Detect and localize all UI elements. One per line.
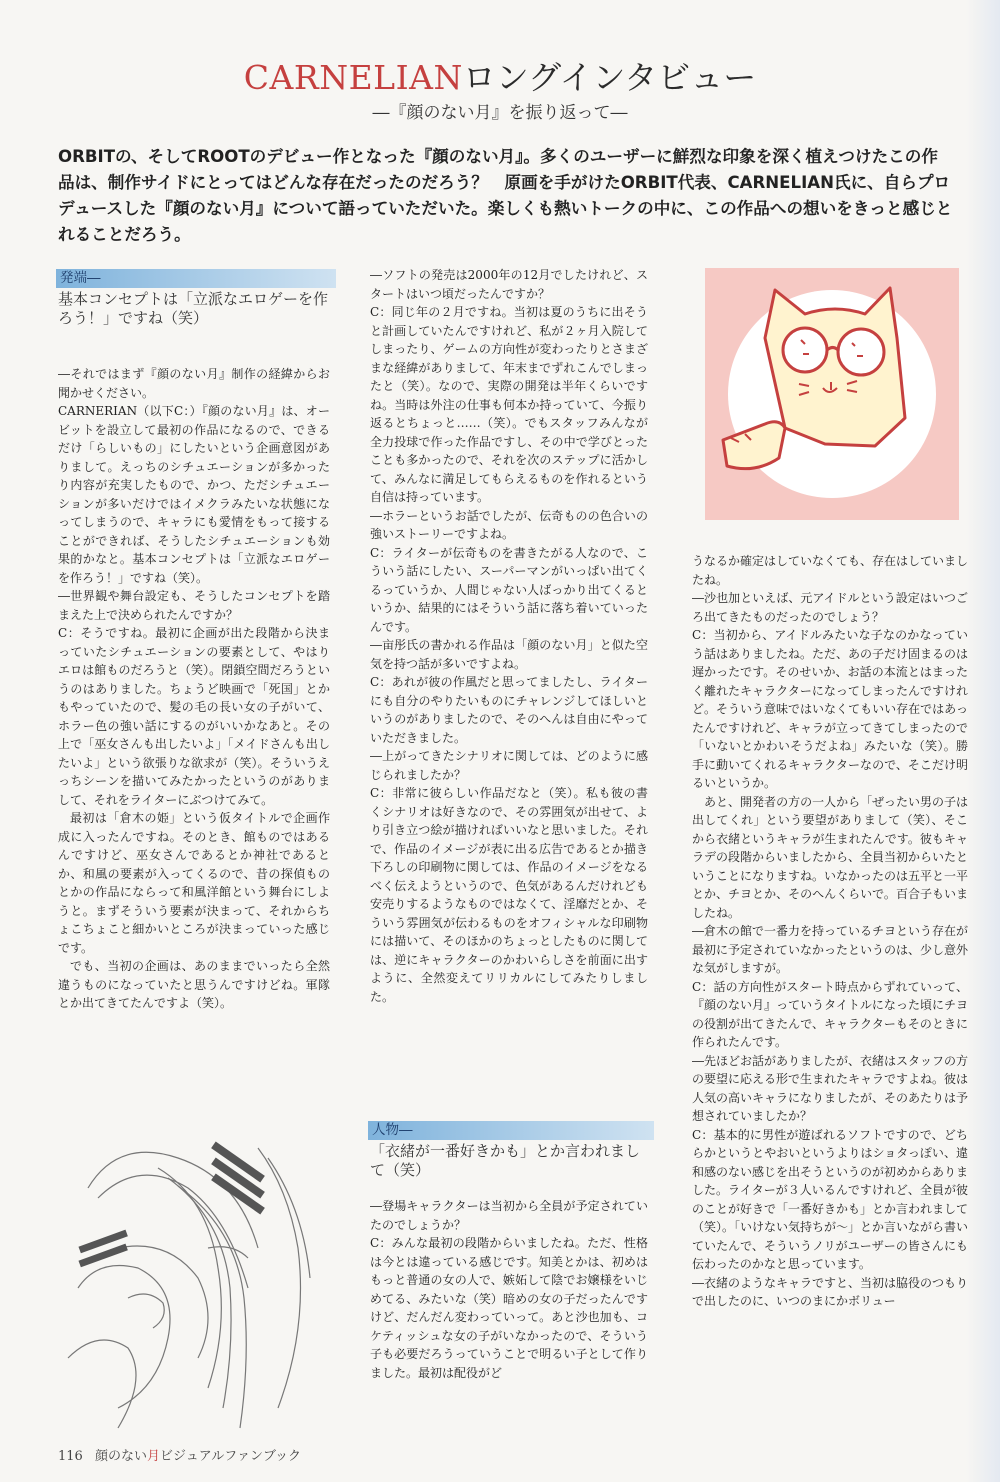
sketch-figure-icon (58, 1128, 336, 1443)
answer: C：同じ年の２月ですね。当初は夏のうちに出そうと計画していたんですけれど、私が２ヶ月入院してしまったり、ゲームの方向性が変わったりとさまざまな経緯がありまして、年末までずれこんでしまったと（笑）。なので、実際の開発は半年くらいですね。当時は外注の仕事も何本か持っていて、今振り返るとちょっと……（笑）。でもスタッフみんなが全力投球で作った作品ですし、その中で学びとったことも多かったので、それを次のステップに活かして、みんなに満足してもらえるものを作れるという自信は持っています。 (370, 305, 648, 504)
answer: C：非常に彼らしい作品だなと（笑）。私も彼の書くシナリオは好きなので、その雰囲気が出せて、より引き立つ絵が描ければいいなと思いました。それで、作品のイメージが表に出る広告であるとか描き下ろしの印刷物に関しては、作品のイメージをなるべく伝えようというので、色気があるんだけれども安売りするようなものではなくて、淫靡だとか、そういう雰囲気が伝わるものをオフィシャルな印刷物には描いて、そのほかのちょっとしたものに関しては、逆にキャラクターのかわいらしさを前面に出すように、全然変えてリリカルにしてみたりしました。 (370, 786, 648, 1004)
page-title (0, 58, 1000, 98)
answer: C：話の方向性がスタート時点からずれていって、『顔のない月』っていうタイトルになった頃にチヨの役割が出てきたんで、キャラクターもそのときに作られたんです。 (692, 979, 968, 1049)
answer: C：みんな最初の段階からいましたね。ただ、性格は今とは違っている感じです。知美とかは、初めはもっと普通の女の人で、嫉妬して陰でお嬢様をいじめてる、みたいな（笑）暗めの女の子だったんですけど、だんだん変わっていって。あと沙也加も、コケティッシュな女の子がいなかったので、そういう子も必要だろうっていうことで明るい子として作りました。最初は配役がど (370, 1236, 648, 1380)
page-edge-shade (966, 0, 1000, 1482)
title-rest: ロングインタビュー (462, 58, 757, 97)
pencil-sketch-illustration (58, 1128, 336, 1443)
book-title-part-b: ビジュアルファンブック (160, 1449, 302, 1464)
section-headline-characters: 「衣緒が一番好きかも」とか言われまして（笑） (370, 1142, 641, 1179)
article-column-2-lower (370, 1197, 648, 1479)
question: ―倉木の館で一番力を持っているチヨという存在が最初に予定されていなかったというのは、少し意外な気がしますが。 (692, 924, 968, 975)
answer: C：そうですね。最初に企画が出た段階から決まっていたシチュエーションの要素として、やはりエロは館ものだろうと（笑）。閉鎖空間だろうというのはありました。ちょうど映画で「死国」とかもやっていたので、髪の毛の長い女の子がいて、ホラー色の強い話にするのがいいかなあと。その上で「巫女さんも出したいよ」「メイドさんも出したいよ」という欲張りな欲求が（笑）。そういうえっちシーンを描いてみたかったというのがありまして、それをライターにぶつけてみて。 (58, 626, 330, 807)
page-number: 116 (58, 1449, 83, 1464)
answer: C：ライターが伝奇ものを書きたがる人なので、こういう話にしたい、スーパーマンがいっぱい出てくるっていうか、人間じゃない人ばっかり出てくるというか、結果的にはそういう話に落ち着いていったんです。 (370, 545, 648, 634)
question: ―先ほどお話がありましたが、衣緒はスタッフの方の要望に応える形で生まれたキャラですよね。彼は人気の高いキャラになりましたが、そのあたりは予想されていましたか？ (692, 1053, 968, 1123)
question: ―ホラーというお話でしたが、伝奇ものの色合いの強いストーリーですよね。 (370, 508, 648, 541)
answer: あと、開発者の方の一人から「ぜったい男の子は出してくれ」という要望がありまして（笑）、そこから衣緒というキャラが生まれたんです。彼もキャラデの段階からいましたから、全員当初からいたということになりますね。いなかったのは五平と一平とか、チヨとか、そのへんくらいで。百合子もいましたね。 (692, 794, 968, 920)
section-headline-origin: 基本コンセプトは「立派なエロゲーを作ろう！」ですね（笑） (58, 290, 329, 327)
article-column-2 (370, 266, 648, 1116)
answer: CARNERIAN（以下C：）『顔のない月』は、オービットを設立して最初の作品になるので、できるだけ「らしいもの」にしたいという企画意図がありまして。えっちのシチュエーションが多かったり内容が充実したもので、かつ、ただシチュエーションが多いだけではイメクラみたいな状態になってしまうので、キャラにも愛情をもって接することができれば、そうしたシチュエーションも効果的かなと。基本コンセプトは「立派なエロゲーを作ろう！」ですね（笑）。 (58, 404, 330, 585)
section-label-origin: 発端― (56, 269, 336, 288)
page-header (0, 58, 1000, 124)
answer: でも、当初の企画は、あのままでいったら全然違うものになっていたと思うんですけどね。軍隊とか出てきてたんですよ（笑）。 (58, 959, 330, 1010)
cat-mascot-illustration (705, 268, 959, 520)
lead-paragraph: ORBITの、そしてROOTのデビュー作となった『顔のない月』。多くのユーザーに鮮烈な印象を深く植えつけたこの作品は、制作サイドにとってはどんな存在だったのだろう？ 原画を手がけたORBIT代表、CARNELIAN氏に、自らプロデュースした『顔のない月』について語っていただいた。楽しくも熱いトークの中に、この作品への想いをきっと感じとれることだろう。 (58, 147, 953, 244)
question: ―それではまず『顔のない月』制作の経緯からお聞かせください。 (58, 367, 330, 400)
question: ―ソフトの発売は2000年の12月でしたけれど、スタートはいつ頃だったんですか？ (370, 268, 648, 301)
article-column-1 (58, 365, 330, 1125)
question: ―上がってきたシナリオに関しては、どのように感じられましたか？ (370, 749, 648, 782)
book-title-part-a: 顔のない (94, 1449, 147, 1464)
answer: C：当初から、アイドルみたいな子なのかなっていう話はありましたね。ただ、あの子だけ固まるのは遅かったです。そのせいか、お話の本流とはまったく離れたキャラクターになってしまったんですけれど。そういう意味ではいなくてもいい存在ではあったんですけれど、キャラが立ってきてしまったので「いないとかわいそうだよね」みたいな（笑）。勝手に動いてくれるキャラクターなので、そこだけ明るいというか。 (692, 628, 968, 790)
section-label-characters: 人物― (368, 1121, 654, 1140)
page-footer (58, 1445, 301, 1464)
book-title (95, 1449, 301, 1464)
page-subtitle: ―『顔のない月』を振り返って― (372, 103, 628, 123)
answer: C：基本的に男性が遊ばれるソフトですので、どちらかというとやおいというよりはショタっぽい、違和感のない感じを出そうというのが初めからありました。ライターが３人いるんですけれど、全員が彼のことが好きで「一番好きかも」とか言われまして（笑）。「いけない気持ちが～」とか言いながら書いていたんで、そういうノリがユーザーの皆さんにも伝わったのかなと思っています。 (692, 1127, 968, 1271)
question: ―登場キャラクターは当初から全員が予定されていたのでしょうか？ (370, 1199, 648, 1232)
article-column-3 (692, 552, 968, 1412)
question: ―衣緒のようなキャラですと、当初は脇役のつもりで出したのに、いつのまにかボリュー (692, 1275, 968, 1308)
cat-mascot-icon (705, 268, 959, 520)
book-title-moon: 月 (146, 1449, 160, 1464)
question: ―亩彤氏の書かれる作品は「顔のない月」と似た空気を持つ話が多いですよね。 (370, 638, 648, 671)
question: ―沙也加といえば、元アイドルという設定はいつごろ出てきたものだったのでしょう？ (692, 591, 968, 624)
title-brand: CARNELIAN (243, 58, 463, 97)
answer: うなるか確定はしていなくても、存在はしていましたね。 (692, 554, 968, 587)
answer: 最初は「倉木の姫」という仮タイトルで企画作成に入ったんですね。そのとき、館ものではあるんですけど、巫女さんであるとか神社であるとか、和風の要素が入ってくるので、昔の探偵ものとかの作品にならって和風洋館という舞台にしようと。まずそういう要素が決まって、それからちょこちょこと細かいところが決まっていった感じです。 (58, 811, 330, 955)
answer: C：あれが彼の作風だと思ってましたし、ライターにも自分のやりたいものにチャレンジしてほしいというのがありましたので、そのへんは自由にやっていただきました。 (370, 675, 648, 745)
question: ―世界観や舞台設定も、そうしたコンセプトを踏まえた上で決められたんですか？ (58, 589, 330, 622)
